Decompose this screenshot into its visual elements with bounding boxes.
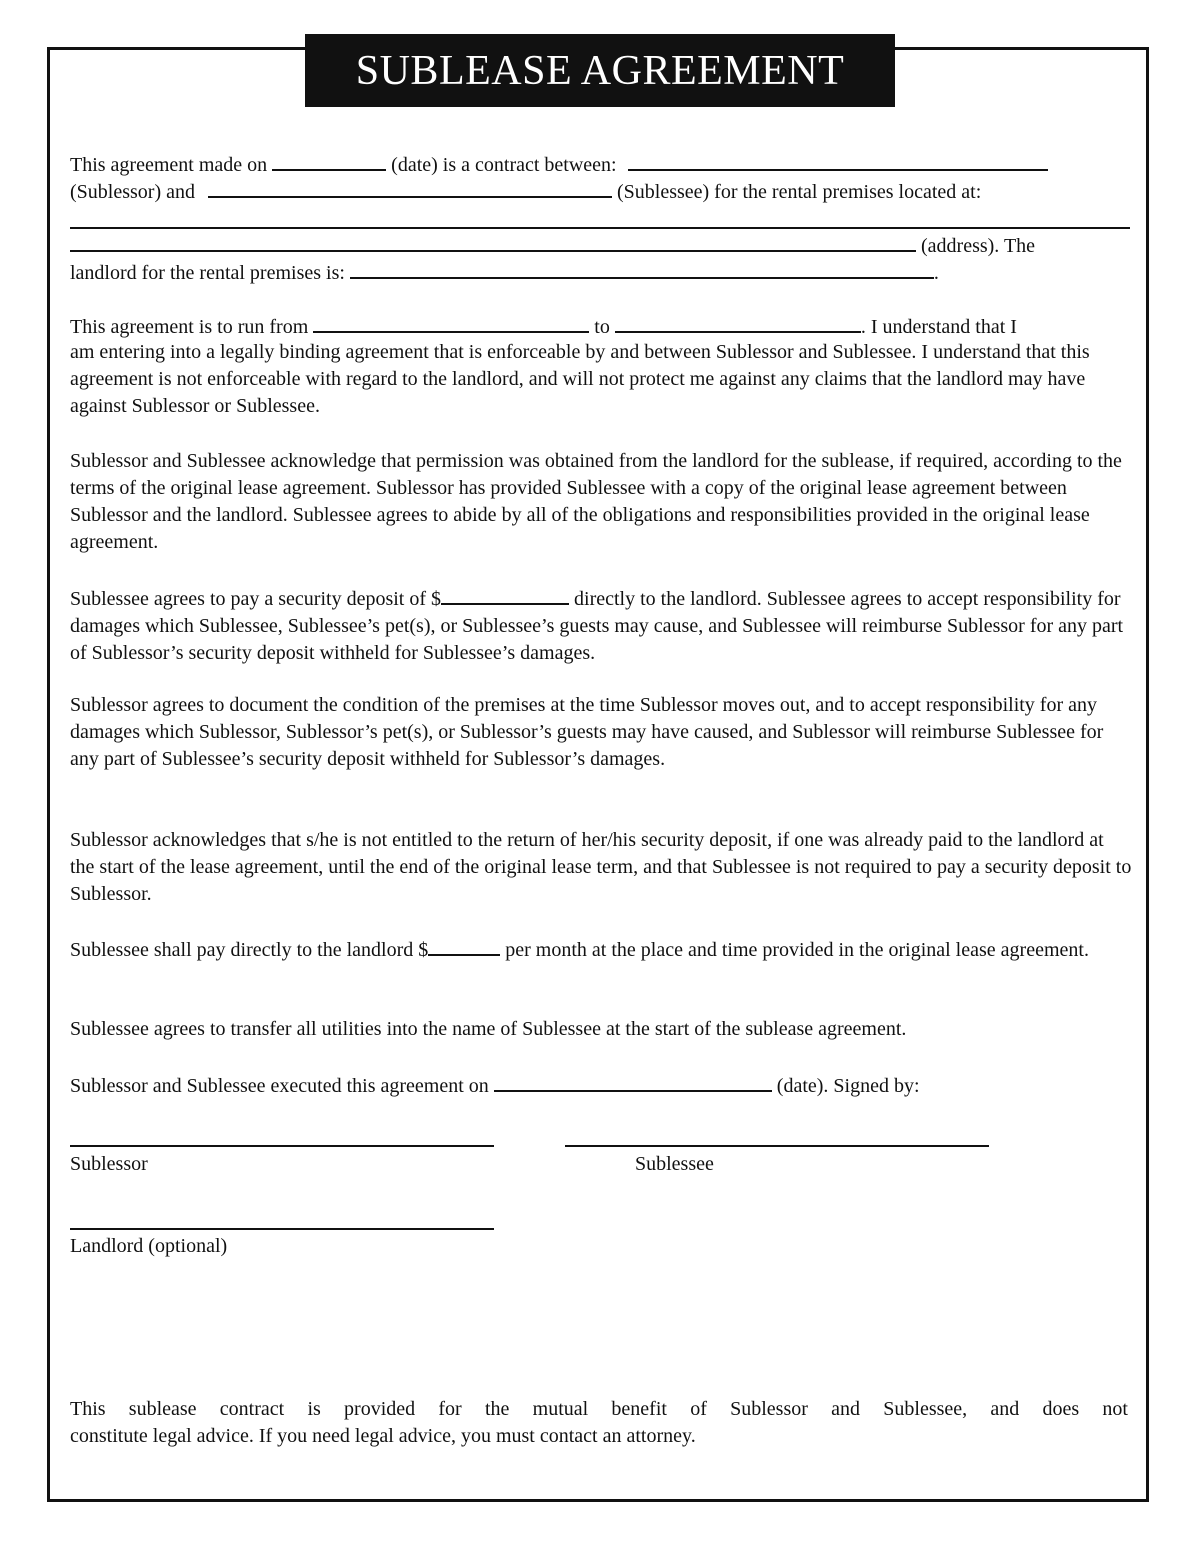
intro-text: landlord for the rental premises is: [70,262,345,284]
sublessor-name-field[interactable] [628,150,1048,171]
agreement-date-field[interactable] [272,150,386,171]
address-field-line-2[interactable] [70,231,916,252]
security-deposit-field[interactable] [441,584,569,605]
rent-text: Sublessee shall pay directly to the landlord $ [70,939,429,961]
disclaimer-line-2: constitute legal advice. If you need legal advice, you must contact an attorney. [70,1425,696,1447]
disclaimer-line-1: This sublease contract is provided for the mutual benefit of Sublessor and Sublessee, and does not [70,1398,1128,1420]
term-text: This agreement is to run from [70,316,309,338]
start-date-field[interactable] [313,312,589,333]
sublessee-signature-line[interactable] [565,1145,989,1147]
intro-text: (Sublessee) for the rental premises located at: [616,181,982,203]
intro-text: (address). The [921,235,1036,257]
end-date-field[interactable] [615,312,861,333]
intro-text: This agreement made on [70,154,268,176]
intro-line-4 [70,258,939,287]
monthly-rent-field[interactable] [428,935,500,956]
term-paragraph: am entering into a legally binding agreement that is enforceable by and between Sublessor and Sublessee. I understand that this agreement is not enforceable with regard to the landlord, and will not protect me against any claims that the landlord may have against Sublessor or Sublessee. [70,341,1090,417]
term-text: . I understand that I [860,316,1017,338]
deposit-text: Sublessee agrees to pay a security deposit of $ [70,588,442,610]
term-text: to [594,316,610,338]
landlord-name-field[interactable] [350,258,934,279]
intro-line-3 [70,231,1035,260]
permission-paragraph: Sublessor and Sublessee acknowledge that permission was obtained from the landlord for the sublease, if required, according to the terms of the original lease agreement. Sublessor has provided Sublessee with a copy of the original lease agreement between Sublessor and the landlord. Sublessee agrees to abide by all of the obligations and responsibilities provided in the original lease agreement. [70,450,1122,553]
intro-line-1 [70,150,1048,179]
acknowledge-paragraph: Sublessor acknowledges that s/he is not entitled to the return of her/his security deposit, if one was already paid to the landlord at the start of the lease agreement, until the end of the original lease term, and that Sublessee is not required to pay a security deposit to Sublessor. [70,829,1132,905]
intro-text: (Sublessor) and [70,181,195,203]
rent-paragraph [70,935,1132,964]
execution-date-field[interactable] [494,1071,772,1092]
sublessor-signature-label: Sublessor [70,1153,148,1175]
executed-text: Sublessor and Sublessee executed this agreement on [70,1075,489,1097]
term-line-1 [70,312,1017,341]
rent-text: per month at the place and time provided in the original lease agreement. [505,939,1089,961]
utilities-paragraph: Sublessee agrees to transfer all utilities into the name of Sublessee at the start of the sublease agreement. [70,1018,907,1040]
landlord-signature-label: Landlord (optional) [70,1235,228,1257]
executed-line [70,1071,920,1100]
sublessee-signature-label: Sublessee [635,1153,714,1175]
intro-text: . [933,262,939,284]
sublessor-signature-line[interactable] [70,1145,494,1147]
deposit-paragraph [70,584,1132,667]
intro-text: (date) is a contract between: [391,154,617,176]
deposit-text: directly to the landlord. Sublessee agrees to accept responsibility for damages which Sublessee, Sublessee’s pet(s), or Sublessee’s guests may cause, and Sublessee will reimburse Sublessor for any part of Sublessor’s security deposit withheld for Sublessee’s damages. [70,588,1124,664]
sublessee-name-field[interactable] [208,177,612,198]
address-field-line-1[interactable] [70,227,1130,229]
executed-text: (date). Signed by: [776,1075,920,1097]
landlord-signature-line[interactable] [70,1228,494,1230]
document-condition-paragraph: Sublessor agrees to document the condition of the premises at the time Sublessor moves out, and to accept responsibility for any damages which Sublessor, Sublessor’s pet(s), or Sublessor’s guests may have caused, and Sublessor will reimburse Sublessee for any part of Sublessee’s security deposit withheld for Sublessor’s damages. [70,694,1104,770]
intro-line-2 [70,177,981,206]
document-title: SUBLEASE AGREEMENT [305,34,895,107]
